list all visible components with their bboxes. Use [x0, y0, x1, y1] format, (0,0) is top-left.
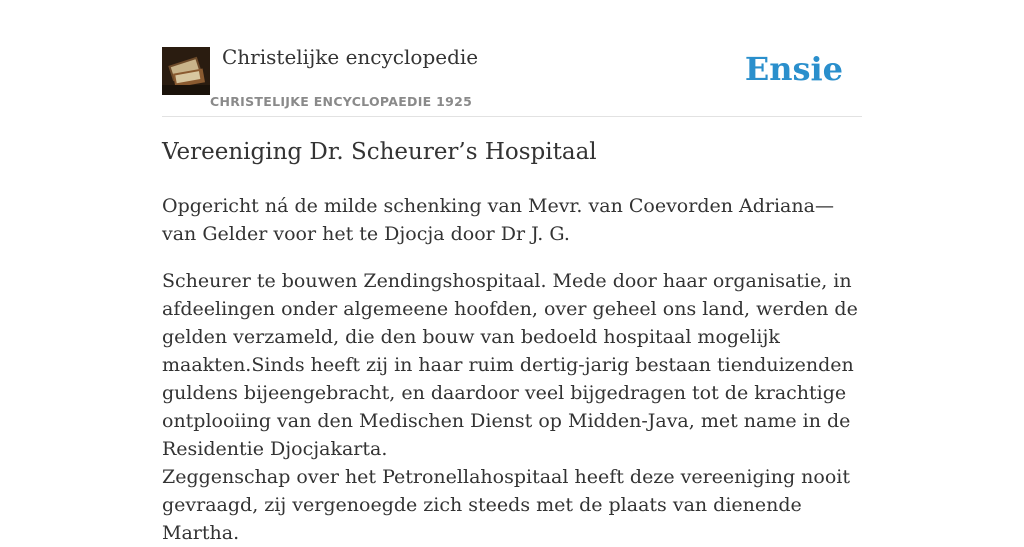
site-name[interactable]: Christelijke encyclopedie [222, 45, 479, 69]
page-container [162, 0, 862, 544]
article-title: Vereeniging Dr. Scheurer’s Hospitaal [162, 139, 597, 165]
site-header [162, 0, 862, 117]
ensie-logo[interactable]: Ensie [744, 50, 843, 88]
article-paragraph: Zeggenschap over het Petronellahospitaal heeft deze vereeniging nooit gevraagd, zij vergenoegde zich steeds met de plaats van dienende Martha. [162, 466, 850, 544]
book-image-icon [162, 47, 210, 95]
article-paragraph: Scheurer te bouwen Zendingshospitaal. Mede door haar organisatie, in afdeelingen onder algemeene hoofden, over geheel ons land, werden de gelden verzameld, die den bouw van bedoeld hospitaal mogelijk maakten.Sinds heeft zij in haar ruim dertig-jarig bestaan tienduizenden guldens bijeengebracht, en daardoor veel bijgedragen tot de krachtige ontplooiing van den Medischen Dienst op Midden-Java, met name in de Residentie Djocjakarta. [162, 270, 858, 460]
article-paragraph: Opgericht ná de milde schenking van Mevr. van Coevorden Adriana—van Gelder voor het te Djocja door Dr J. G. [162, 195, 834, 245]
encyclopedia-avatar[interactable] [162, 47, 210, 95]
site-subtitle[interactable]: CHRISTELIJKE ENCYCLOPAEDIE 1925 [210, 94, 473, 109]
